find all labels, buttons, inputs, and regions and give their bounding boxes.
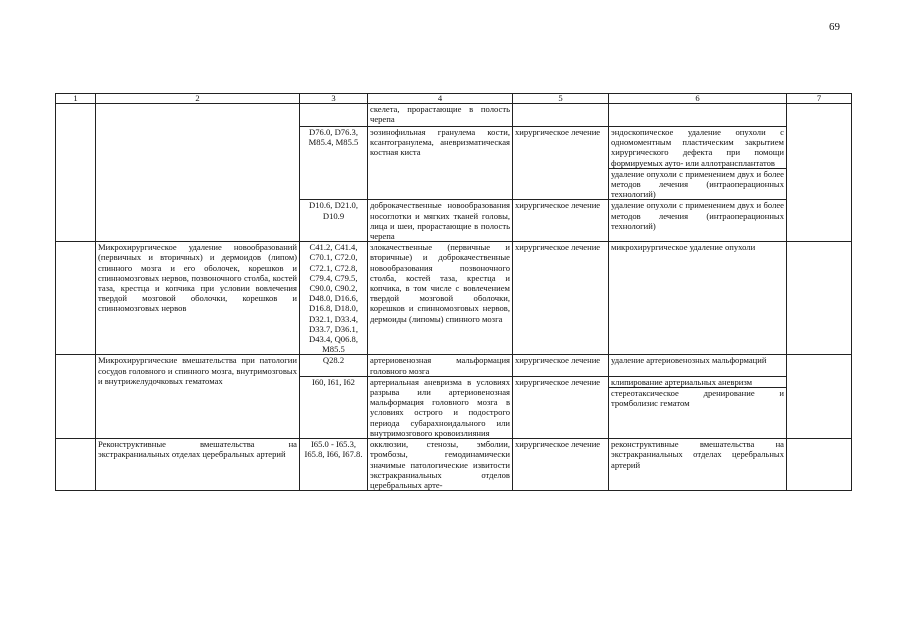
table-row — [56, 104, 852, 127]
cell-col4: эозинофильная гранулема кости, ксантогранулема, аневризматическая костная киста — [368, 127, 513, 200]
cell-col3: I65.0 - I65.3, I65.8, I66, I67.8. — [300, 439, 368, 491]
cell-col6: удаление артериовенозных мальформаций — [609, 355, 787, 376]
column-header: 4 — [368, 94, 513, 104]
cell-col6 — [609, 104, 787, 127]
cell-col3: D10.6, D21.0, D10.9 — [300, 200, 368, 242]
method-text: удаление опухоли с применением двух и более методов лечения (интраоперационных технологий) — [611, 168, 784, 200]
cell-col7 — [787, 104, 852, 242]
cell-col5: хирургическое лечение — [513, 439, 609, 491]
column-header: 7 — [787, 94, 852, 104]
cell-col4: доброкачественные новообразования носоглотки и мягких тканей головы, лица и шеи, прорастающие в полость черепа — [368, 200, 513, 242]
cell-col1 — [56, 439, 96, 491]
cell-col5: хирургическое лечение — [513, 127, 609, 200]
table-row — [56, 439, 852, 491]
cell-col2: Реконструктивные вмешательства на экстракраниальных отделах церебральных артерий — [96, 439, 300, 491]
method-text: стереотаксическое дренирование и тромболизис гематом — [611, 388, 784, 409]
cell-col4: окклюзии, стенозы, эмболии, тромбозы, гемодинамически значимые патологические извитости экстракраниальных отделов церебральных арте- — [368, 439, 513, 491]
cell-col1 — [56, 104, 96, 242]
table-row — [56, 242, 852, 355]
cell-col2: Микрохирургическое удаление новообразований (первичных и вторичных) и дермоидов (липом) спинного мозга и его оболочек, корешков и спинномозговых нервов, позвоночного столба, костей таза, крестца и копчика при условии вовлечения твердой мозговой оболочки, корешков и спинномозговых нервов — [96, 242, 300, 355]
method-text: клипирование артериальных аневризм — [609, 377, 786, 388]
cell-col7 — [787, 242, 852, 355]
column-header: 3 — [300, 94, 368, 104]
cell-col1 — [56, 242, 96, 355]
column-header: 6 — [609, 94, 787, 104]
cell-col7 — [787, 439, 852, 491]
cell-col6: микрохирургическое удаление опухоли — [609, 242, 787, 355]
cell-col5 — [513, 104, 609, 127]
cell-col5: хирургическое лечение — [513, 200, 609, 242]
cell-col5: хирургическое лечение — [513, 355, 609, 376]
cell-col3: C41.2, C41.4, C70.1, C72.0, C72.1, C72.8, C79.4, C79.5, C90.0, C90.2, D48.0, D16.6, D16.8, D18.0, D32.1, D33.4, D33.7, D36.1, D43.4, Q06.8, M85.5 — [300, 242, 368, 355]
cell-col6: реконструктивные вмешательства на экстракраниальных отделах церебральных артерий — [609, 439, 787, 491]
column-header: 2 — [96, 94, 300, 104]
cell-col1 — [56, 355, 96, 439]
cell-col5: хирургическое лечение — [513, 376, 609, 438]
cell-col2 — [96, 104, 300, 242]
cell-col3: D76.0, D76.3, M85.4, M85.5 — [300, 127, 368, 200]
cell-col3 — [300, 104, 368, 127]
cell-col5: хирургическое лечение — [513, 242, 609, 355]
cell-col3: Q28.2 — [300, 355, 368, 376]
header-row — [56, 94, 852, 104]
table-row — [56, 355, 852, 376]
procedures-table — [55, 93, 852, 491]
page-number: 69 — [829, 21, 840, 33]
cell-col4: артериовенозная мальформация головного мозга — [368, 355, 513, 376]
cell-col4: злокачественные (первичные и вторичные) и доброкачественные новообразования позвоночного столба, костей таза, крестца и копчика, в том числе с вовлечением твердой мозговой оболочки, корешков и спинномозговых нервов, дермоиды (липомы) спинного мозга — [368, 242, 513, 355]
cell-col6: удаление опухоли с применением двух и более методов лечения (интраоперационных технологий) — [609, 200, 787, 242]
cell-col6 — [609, 376, 787, 438]
cell-col7 — [787, 355, 852, 439]
cell-col6 — [609, 127, 787, 200]
cell-col4: артериальная аневризма в условиях разрыва или артериовенозная мальформация головного мозга в условиях острого и подострого периода субарахноидального или внутримозгового кровоизлияния — [368, 376, 513, 438]
method-text: эндоскопическое удаление опухоли с одномоментным пластическим закрытием хирургического дефекта при помощи формируемых ауто- или аллотрансплантатов — [611, 127, 784, 168]
column-header: 1 — [56, 94, 96, 104]
cell-col4: скелета, прорастающие в полость черепа — [368, 104, 513, 127]
cell-col2: Микрохирургические вмешательства при патологии сосудов головного и спинного мозга, внутримозговых и внутрижелудочковых гематомах — [96, 355, 300, 439]
cell-col3: I60, I61, I62 — [300, 376, 368, 438]
column-header: 5 — [513, 94, 609, 104]
